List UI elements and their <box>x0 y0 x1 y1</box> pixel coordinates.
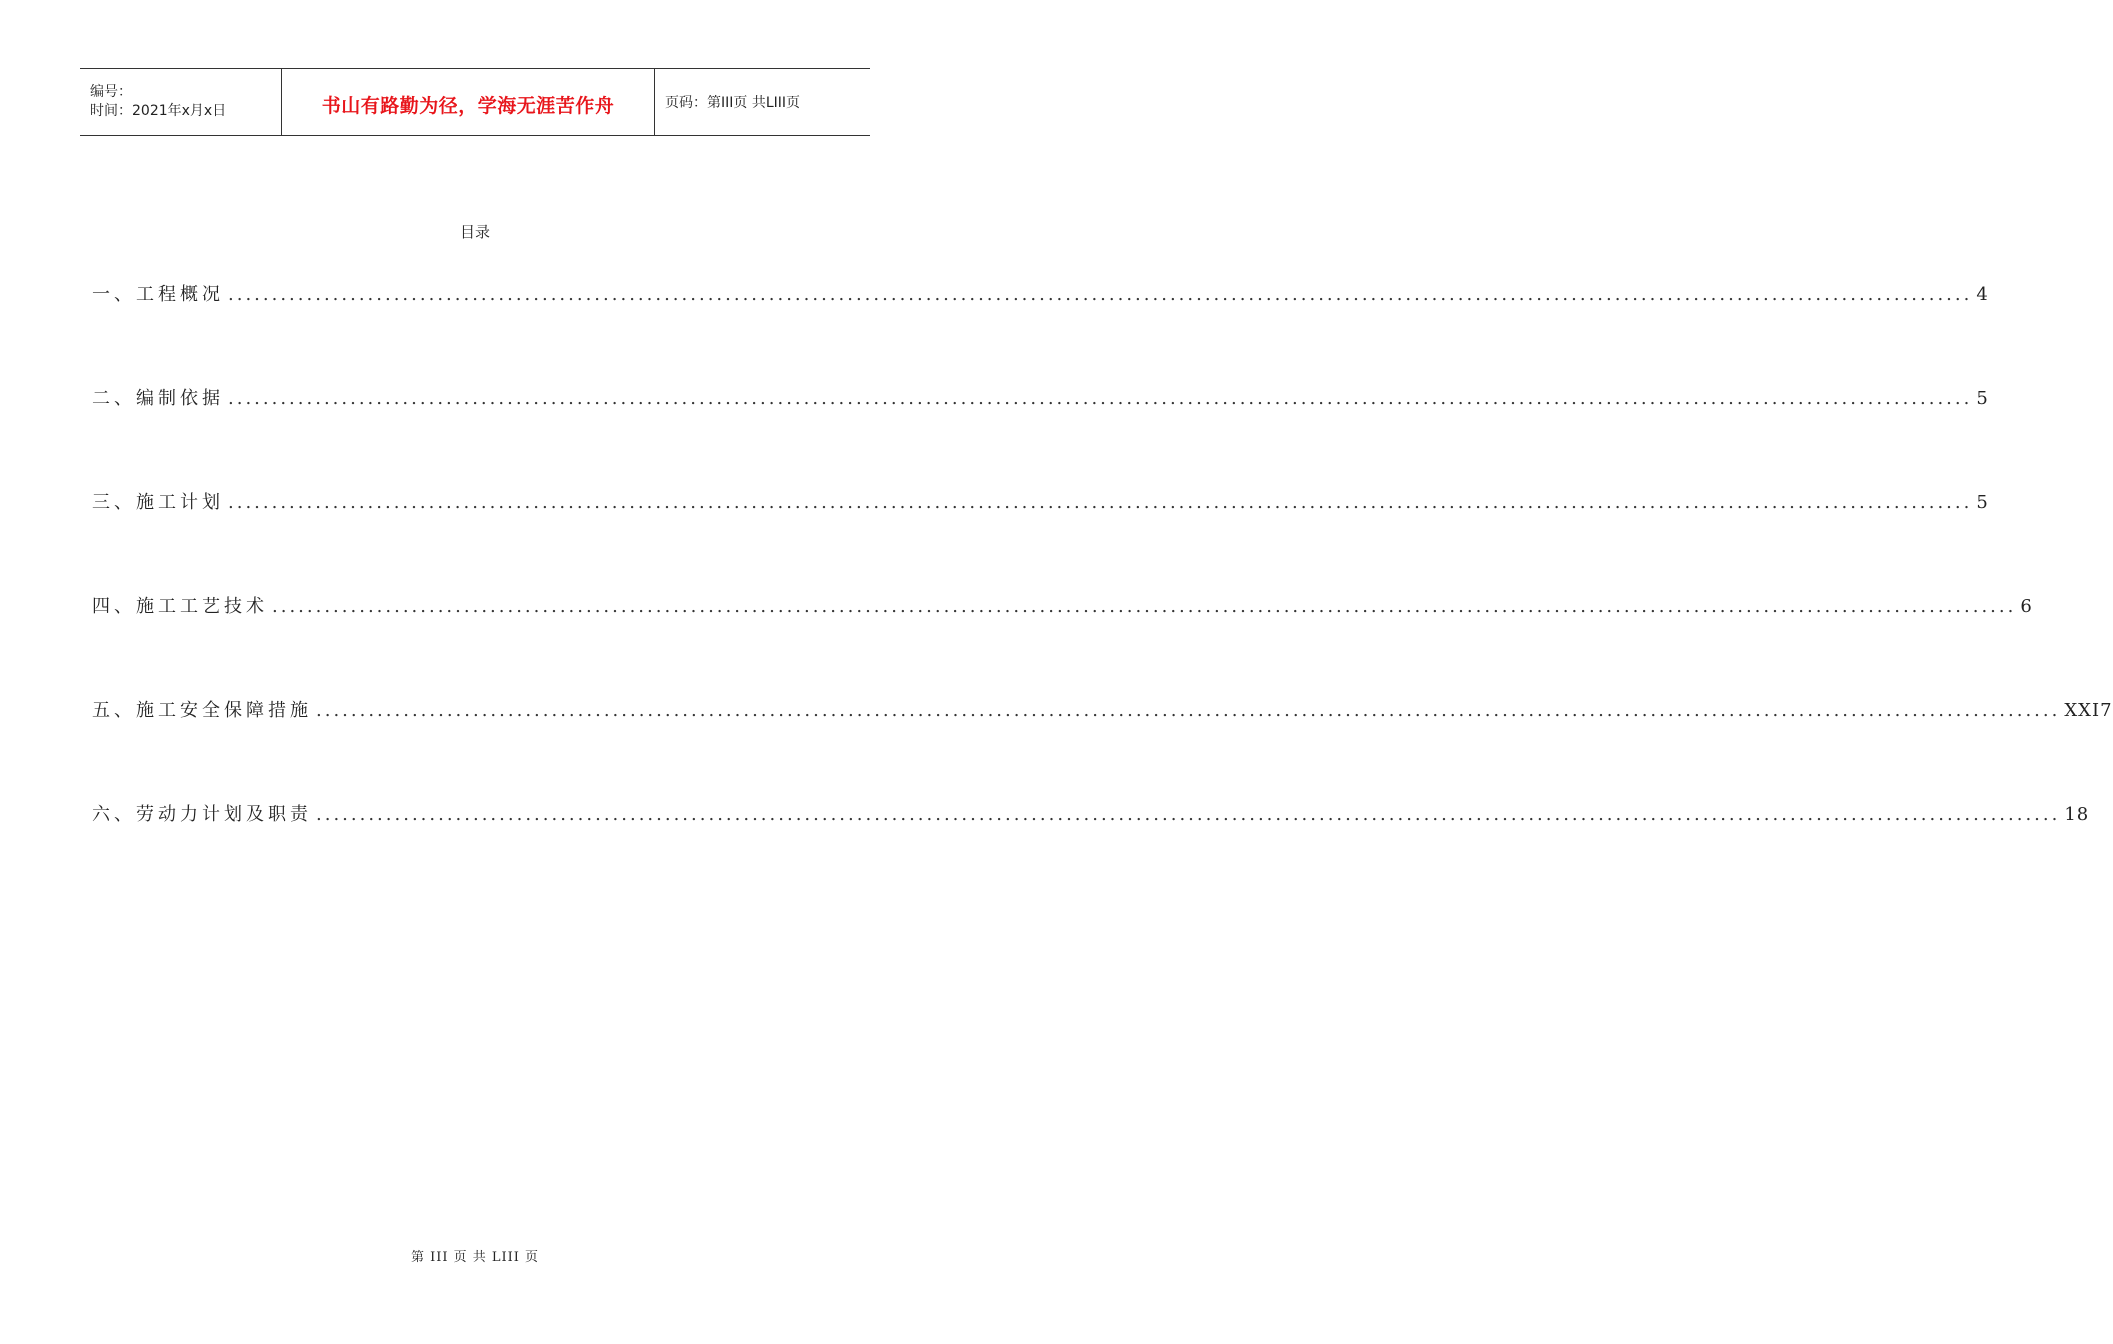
header-motto-cell <box>282 69 655 135</box>
page-footer: 第 III 页 共 LIII 页 <box>410 1250 540 1265</box>
header-page-number: 页码：第III页 共LIII页 <box>665 95 801 111</box>
toc-entry[interactable] <box>92 490 1989 594</box>
toc-entry[interactable] <box>92 282 1989 386</box>
toc-entry-page: 4 <box>1976 284 1989 305</box>
toc-entry-page: 6 <box>2020 596 2033 617</box>
toc-entry-page: 18 <box>2064 804 2090 825</box>
header-meta-cell <box>80 69 282 135</box>
toc-entry-label: 三、施工计划 <box>92 492 224 513</box>
table-of-contents <box>92 282 2113 906</box>
toc-entry-label: 六、劳动力计划及职责 <box>92 804 312 825</box>
header-page-cell <box>655 69 870 135</box>
toc-entry[interactable] <box>92 802 2090 906</box>
toc-title: 目录 <box>459 223 490 241</box>
toc-entry[interactable] <box>92 386 1989 490</box>
header-motto: 书山有路勤为径，学海无涯苦作舟 <box>321 94 615 117</box>
toc-entry-label: 四、施工工艺技术 <box>92 596 268 617</box>
toc-leader-dots: ........................................................................................................................................................................................................ <box>316 700 2061 721</box>
toc-entry-label: 一、工程概况 <box>92 284 224 305</box>
document-header <box>80 68 870 136</box>
toc-entry[interactable] <box>92 594 2033 698</box>
toc-leader-dots: ........................................................................................................................................................................................................ <box>316 804 2061 825</box>
toc-leader-dots: ........................................................................................................................................................................................................ <box>228 388 1973 409</box>
toc-entry-page: 5 <box>1976 388 1989 409</box>
document-number: 编号： <box>90 84 132 100</box>
toc-leader-dots: ........................................................................................................................................................................................................ <box>228 492 1973 513</box>
toc-leader-dots: ........................................................................................................................................................................................................ <box>272 596 2017 617</box>
toc-entry-page: 5 <box>1976 492 1989 513</box>
toc-entry-page: XXI7 <box>2064 700 2113 721</box>
toc-entry[interactable] <box>92 698 2113 802</box>
toc-entry-label: 二、编制依据 <box>92 388 224 409</box>
document-date: 时间：2021年x月x日 <box>90 103 227 119</box>
toc-leader-dots: ........................................................................................................................................................................................................ <box>228 284 1973 305</box>
toc-entry-label: 五、施工安全保障措施 <box>92 700 312 721</box>
